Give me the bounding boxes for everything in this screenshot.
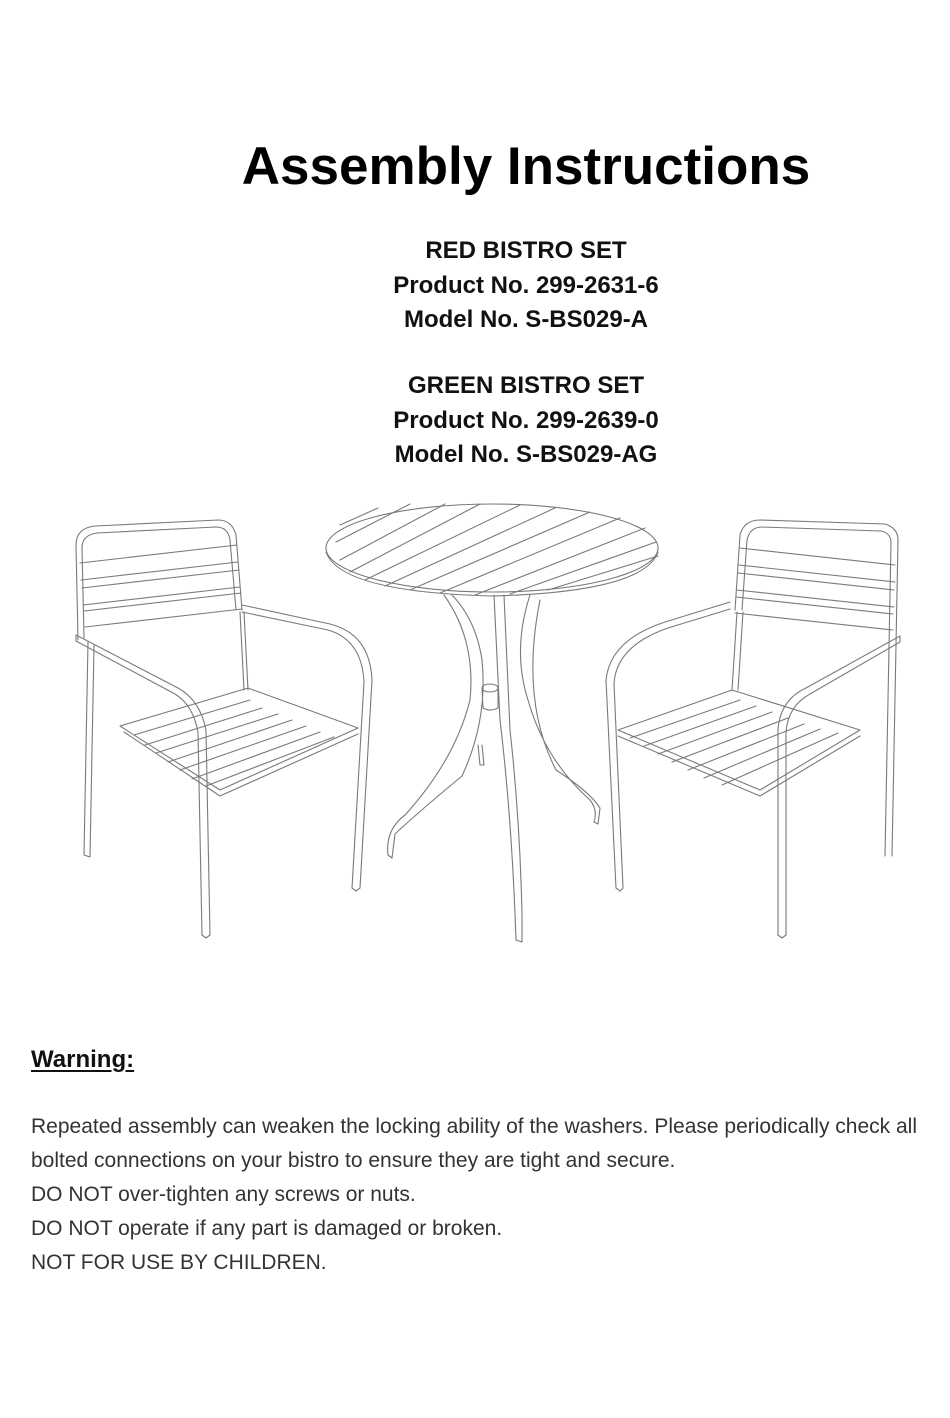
chair-right-drawing (606, 520, 900, 938)
warning-line: NOT FOR USE BY CHILDREN. (31, 1251, 327, 1274)
warning-line: DO NOT over-tighten any screws or nuts. (31, 1183, 416, 1206)
product-block-green (0, 369, 950, 473)
warning-line: DO NOT operate if any part is damaged or broken. (31, 1217, 503, 1240)
page-title: Assembly Instructions (241, 137, 811, 196)
set-name: RED BISTRO SET (425, 237, 627, 264)
model-number: Model No. S-BS029-AG (394, 441, 658, 468)
product-number: Product No. 299-2639-0 (393, 406, 659, 434)
set-name: GREEN BISTRO SET (407, 372, 645, 399)
warning-heading: Warning: (31, 1046, 135, 1073)
product-block-red (0, 234, 950, 338)
chair-left-drawing (76, 520, 372, 938)
bistro-set-illustration (60, 495, 920, 955)
product-number: Product No. 299-2631-6 (393, 271, 659, 299)
model-number: Model No. S-BS029-A (403, 306, 649, 333)
warning-body (31, 1110, 931, 1280)
warning-paragraph: Repeated assembly can weaken the locking ability of the washers. Please periodically check all bolted connections on your bistro to ensure they are tight and secure. (31, 1115, 917, 1172)
